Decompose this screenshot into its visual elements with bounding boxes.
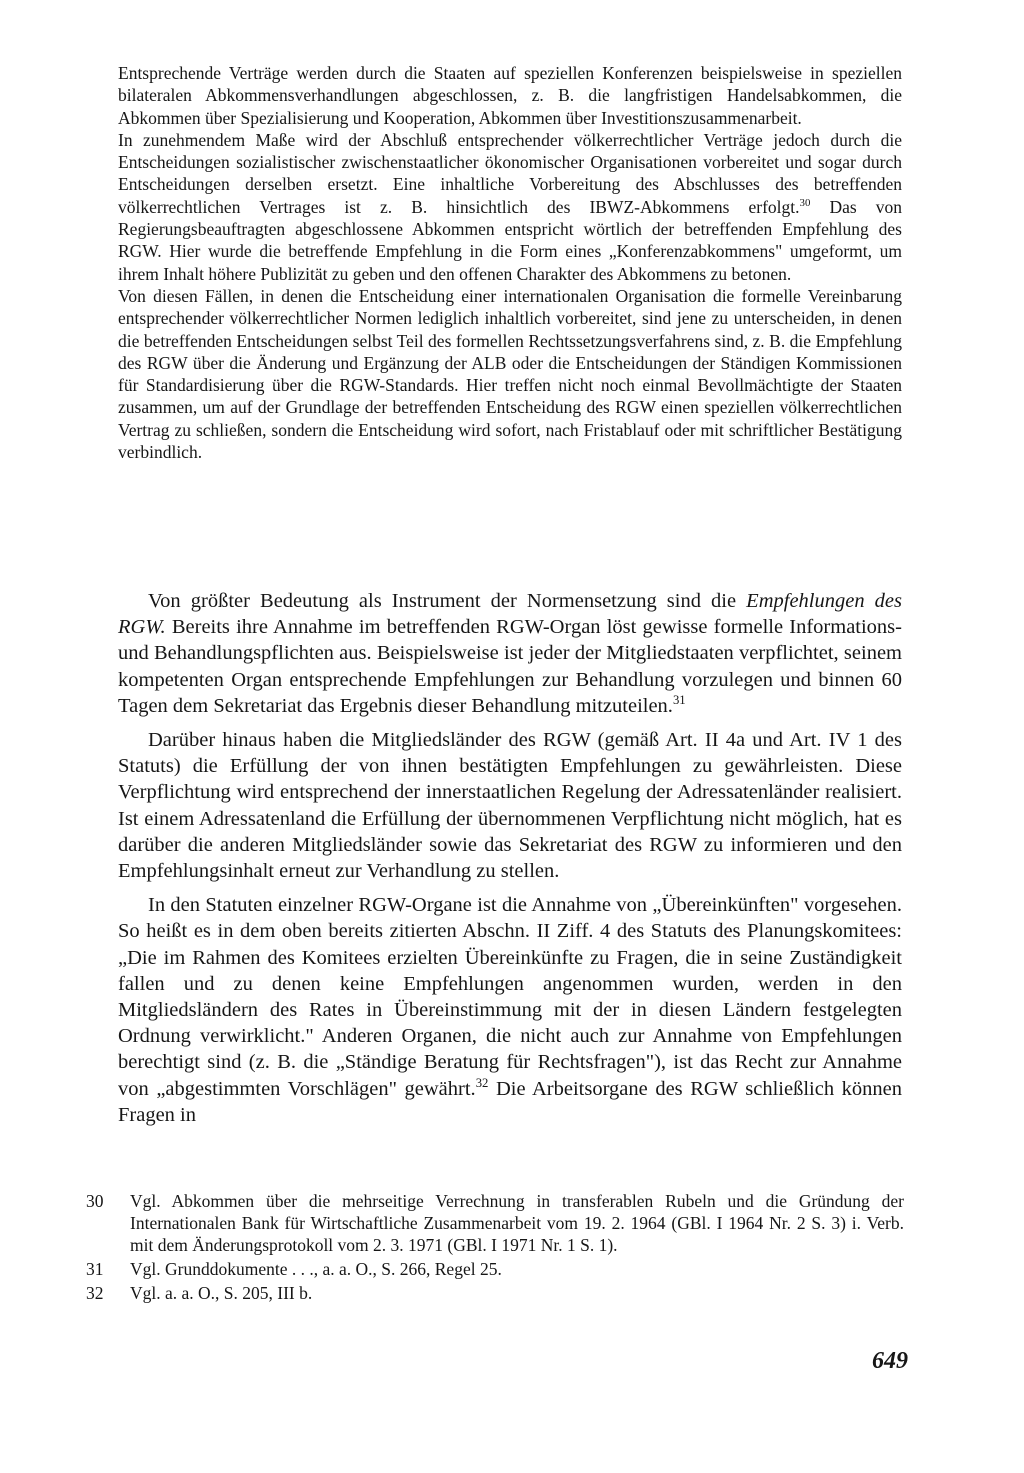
page-number: 649: [872, 1348, 908, 1374]
footnote-ref-31: 31: [672, 692, 686, 707]
main-paragraph-3-text-a: In den Statuten einzelner RGW-Organe ist die Annahme von „Übereinkünften" vorgesehen. So heißt es in dem oben bereits zitierten Abschn. II Ziff. 4 des Statuts des Planungskomitees: „Die im Rahmen des Komitees erzielten Übereinkünfte zu Fragen, die in seine Zuständigkeit fallen und zu denen keine Empfehlungen angenommen wurden, werden in den Mitgliedsländern des Rates in Übereinstimmung mit der in diesen Ländern festgelegten Ordnung verwirklicht." Anderen Organen, die nicht auch zur Annahme von Empfehlungen berechtigt sind (z. B. die „Ständige Beratung für Rechtsfragen"), ist das Recht zur Annahme von „abgestimmten Vorschlägen" gewährt.: [118, 894, 902, 1100]
indented-small-text-block: [118, 62, 902, 463]
footnote-30: [86, 1190, 904, 1256]
small-paragraph-3: Von diesen Fällen, in denen die Entscheidung einer internationalen Organisation die formelle Vereinbarung entsprechender völkerrechtlicher Normen lediglich inhaltlich vorbereitet, sind jene zu unterscheiden, in denen die betreffenden Entscheidungen selbst Teil des formellen Rechtssetzungsverfahrens sind, z. B. die Empfehlung des RGW über die Änderung und Ergänzung der ALB oder die Entscheidungen der Ständigen Kommissionen für Standardisierung über die RGW-Standards. Hier treffen nicht noch einmal Bevollmächtigte der Staaten zusammen, um auf der Grundlage der betreffenden Entscheidung des RGW einen speziellen völkerrechtlichen Vertrag zu schließen, sondern die Entscheidung wird sofort, nach Fristablauf oder mit schriftlicher Bestätigung verbindlich.: [118, 285, 902, 463]
main-text-block: [118, 588, 902, 1136]
footnote-ref-30: 30: [799, 196, 811, 209]
main-paragraph-2: Darüber hinaus haben die Mitgliedsländer des RGW (gemäß Art. II 4a und Art. IV 1 des Statuts) die Erfüllung der von ihnen bestätigten Empfehlungen zu gewährleisten. Diese Verpflichtung wird entsprechend der innerstaatlichen Regelung der Adressatenländer realisiert. Ist einem Adressatenland die Erfüllung der übernommenen Verpflichtung nicht möglich, hat es darüber die anderen Mitgliedsländer sowie das Sekretariat des RGW zu informieren und den Empfehlungsinhalt erneut zur Verhandlung zu stellen.: [118, 729, 902, 883]
main-paragraph-1-emphasis: Empfehlungen des RGW.: [118, 590, 902, 639]
main-paragraph-1: [118, 588, 902, 719]
main-paragraph-1-text-b: Bereits ihre Annahme im betreffenden RGW-Organ löst gewisse formelle Informations- und Behandlungspflichten aus. Beispielsweise ist jeder der Mitgliedstaaten verpflichtet, seinem kompetenten Organ entsprechende Empfehlungen zur Behandlung vorzulegen und binnen 60 Tagen dem Sekretariat das Ergebnis dieser Behandlung mitzuteilen.: [118, 616, 902, 717]
footnote-number: 32: [86, 1283, 104, 1303]
small-paragraph-2-text-a: In zunehmendem Maße wird der Abschluß entsprechender völkerrechtlicher Verträge jedoch durch die Entscheidungen sozialistischer zwischenstaatlicher ökonomischer Organisationen vorbereitet und sogar durch Entscheidungen derselben ersetzt. Eine inhaltliche Vorbereitung des Abschlusses des betreffenden völkerrechtlichen Vertrages ist z. B. hinsichtlich des IBWZ-Abkommens erfolgt.: [118, 129, 902, 217]
footnote-31: [86, 1258, 904, 1280]
footnote-text: Vgl. Grunddokumente . . ., a. a. O., S. 266, Regel 25.: [130, 1259, 502, 1279]
footnote-ref-32: 32: [475, 1075, 489, 1090]
small-paragraph-2: [118, 129, 902, 285]
footnote-text: Vgl. a. a. O., S. 205, III b.: [130, 1283, 313, 1303]
footnotes: [86, 1190, 904, 1306]
footnote-text: Vgl. Abkommen über die mehrseitige Verrechnung in transferablen Rubeln und die Gründung der Internationalen Bank für Wirtschaftliche Zusammenarbeit vom 19. 2. 1964 (GBl. I 1964 Nr. 2 S. 3) i. Verb. mit dem Änderungsprotokoll vom 2. 3. 1971 (GBl. I 1971 Nr. 1 S. 1).: [130, 1191, 904, 1255]
footnote-number: 31: [86, 1259, 104, 1279]
small-paragraph-2-text-b: Das von Regierungsbeauftragten abgeschlossene Abkommen entspricht wörtlich der betreffenden Empfehlung des RGW. Hier wurde die betreffende Empfehlung in die Form eines „Konferenzabkommens" umgeformt, um ihrem Inhalt höhere Publizität zu geben und den offenen Charakter des Abkommens zu betonen.: [118, 196, 902, 284]
main-paragraph-3: [118, 892, 902, 1128]
small-paragraph-1: Entsprechende Verträge werden durch die Staaten auf speziellen Konferenzen beispielsweise in speziellen bilateralen Abkommensverhandlungen abgeschlossen, z. B. die langfristigen Handelsabkommen, die Abkommen über Spezialisierung und Kooperation, Abkommen über Investitionszusammenarbeit.: [118, 63, 902, 128]
main-paragraph-1-text-a: Von größter Bedeutung als Instrument der Normensetzung sind die: [148, 590, 747, 612]
footnote-32: [86, 1282, 904, 1304]
main-paragraph-3-text-b: Die Arbeitsorgane des RGW schließlich können Fragen in: [118, 1077, 902, 1126]
footnote-number: 30: [86, 1191, 104, 1211]
